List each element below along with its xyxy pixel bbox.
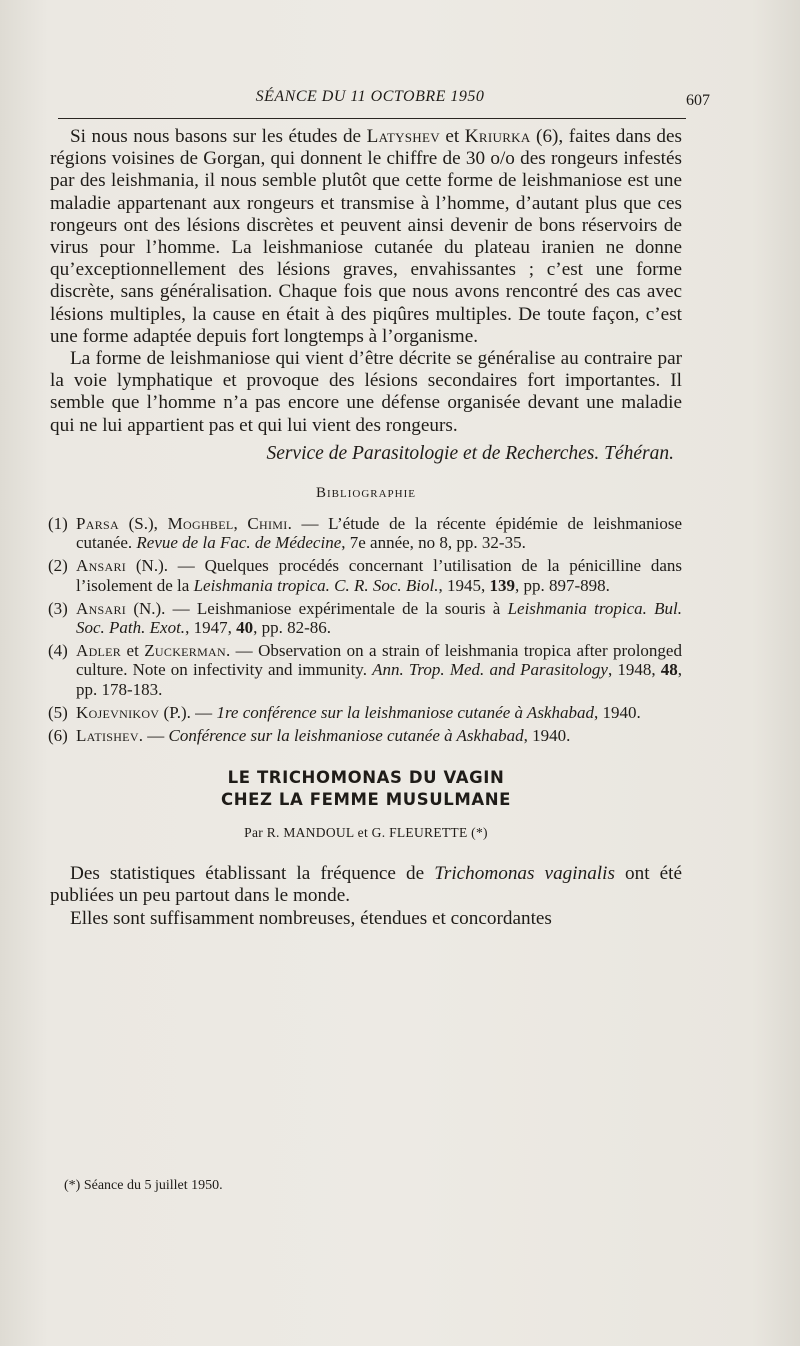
italic-text: Conférence sur la leishmaniose cutanée à Askhabad — [168, 726, 524, 746]
article-byline: Par R. MANDOUL et G. FLEURETTE (*) — [244, 825, 488, 841]
article-paragraph-2 — [50, 908, 682, 930]
paragraph-1 — [50, 126, 682, 348]
reference-text — [76, 556, 682, 594]
text-segment: . — — [138, 726, 169, 746]
author-name: Parsa — [76, 514, 119, 534]
reference-list — [50, 514, 682, 745]
text-segment: (P.). — — [159, 702, 217, 722]
reference-4 — [50, 641, 682, 699]
author-name: Moghbel — [167, 514, 234, 534]
text-segment: , 1947, — [185, 618, 237, 638]
article-title — [50, 767, 682, 811]
italic-text: Leishmania tropica. Bul. Soc. Path. Exot. — [76, 598, 682, 638]
text-segment: (N.). — Quelques procédés concernant l’utilisation de la pénicilline dans l’isolement de la — [76, 556, 682, 595]
italic-text: Ann. Trop. Med. and Parasitology — [372, 660, 608, 680]
text-segment: , pp. 897-898. — [514, 575, 610, 595]
text-segment: (6), faites dans des régions voisines de Gorgan, qui donnent le chiffre de 30 o/o des rongeurs infestés par des leishmania, il nous semble plutôt que cette forme de leishmaniose est une maladie appartenant aux rongeurs et transmise à l’homme, d’autant plus que ces rongeurs ont des lésions discrètes et peuvent ainsi devenir de bons réservoirs de virus pour l’homme. La leishmaniose cutanée du plateau iranien ne donne qu’exceptionnellement des lésions graves, envahissantes ; c’est une forme discrète, sans généralisation. Chaque fois que nous avons rencontré des cas avec lésions multiples, la cause en était à des piqûres multiples. De toute façon, c’est une forme adaptée depuis fort longtemps à l’organisme. — [50, 126, 682, 347]
author-name: Ansari — [76, 556, 127, 576]
text-segment: et — [439, 126, 465, 147]
reference-5 — [50, 703, 682, 722]
text-segment: , 1948, — [607, 660, 661, 680]
text-segment: . — Observation on a strain of leishmania tropica after prolonged culture. Note on infectivity and immunity. — [76, 641, 682, 680]
author-name: Latyshev — [366, 126, 440, 147]
italic-text: Trichomonas vaginalis — [434, 863, 615, 885]
text-segment: (S.), — [118, 514, 168, 534]
page-body — [50, 126, 682, 930]
author-name: Kriurka — [464, 126, 531, 147]
text-segment: (N.). — Leishmaniose expérimentale de la souris à — [126, 598, 508, 618]
reference-1 — [50, 514, 682, 552]
author-name: Kojevnikov — [76, 702, 160, 722]
running-header — [30, 88, 710, 114]
reference-number: (1) — [48, 514, 68, 534]
text-segment: et — [121, 641, 145, 661]
text-segment: , pp. 82-86. — [253, 618, 331, 638]
text-segment: Si nous nous basons sur les études de — [70, 126, 367, 147]
reference-number: (3) — [48, 598, 68, 618]
italic-text: 1re conférence sur la leishmaniose cutanée à Askhabad — [216, 702, 594, 722]
running-title: SÉANCE DU 11 OCTOBRE 1950 — [255, 88, 485, 105]
text-segment: La forme de leishmaniose qui vient d’être décrite se généralise au contraire par la voie lymphatique et provoque des lésions secondaires fort importantes. Il semble que l’homme n’a pas encore une défense organisée devant une maladie qui ne lui appartient pas et qui lui vient des rongeurs. — [50, 348, 682, 436]
affiliation-line: Service de Parasitologie et de Recherches. Téhéran. — [266, 442, 674, 464]
reference-number: (5) — [48, 702, 68, 722]
reference-3 — [50, 599, 682, 637]
header-rule — [58, 118, 686, 119]
author-name: Chimi — [247, 514, 288, 534]
author-name: Latishev — [76, 726, 139, 746]
italic-text: Revue de la Fac. de Médecine — [136, 533, 342, 553]
volume-number: 40 — [236, 618, 254, 638]
article-title-line-2: CHEZ LA FEMME MUSULMANE — [220, 790, 511, 810]
text-segment: ont été publiées un peu partout dans le monde. — [50, 863, 682, 907]
text-segment: , 1945, — [438, 575, 490, 595]
text-segment: , — [233, 514, 248, 534]
reference-number: (2) — [48, 556, 68, 576]
author-name: Ansari — [76, 598, 127, 618]
author-name: Adler — [76, 641, 122, 661]
article-paragraph-1 — [50, 863, 682, 907]
text-segment: , 7e année, no 8, pp. 32-35. — [341, 533, 526, 553]
reference-text — [76, 726, 570, 745]
text-segment: . — L’étude de la récente épidémie de leishmaniose cutanée. — [76, 514, 682, 553]
reference-6 — [50, 726, 682, 745]
volume-number: 139 — [489, 575, 515, 595]
page-number: 607 — [686, 92, 710, 109]
text-segment: , 1940. — [523, 726, 571, 746]
text-segment: Elles sont suffisamment nombreuses, étendues et concordantes — [70, 907, 552, 929]
author-name: Zuckerman — [144, 641, 226, 661]
reference-text — [76, 703, 641, 722]
text-segment: Des statistiques établissant la fréquence de — [70, 863, 435, 885]
reference-text — [76, 599, 682, 637]
italic-text: Leishmania tropica. C. R. Soc. Biol. — [193, 575, 439, 595]
article-title-line-1: LE TRICHOMONAS DU VAGIN — [227, 768, 505, 788]
bibliography-heading: Bibliographie — [316, 485, 416, 502]
reference-text — [76, 641, 682, 698]
paragraph-2 — [50, 348, 682, 437]
footnote: (*) Séance du 5 juillet 1950. — [64, 1178, 223, 1193]
reference-number: (4) — [48, 641, 68, 661]
text-segment: , pp. 178-183. — [76, 660, 683, 699]
text-segment: , 1940. — [593, 702, 641, 722]
volume-number: 48 — [660, 660, 678, 680]
reference-number: (6) — [48, 726, 68, 746]
reference-2 — [50, 556, 682, 594]
reference-text — [76, 514, 682, 552]
